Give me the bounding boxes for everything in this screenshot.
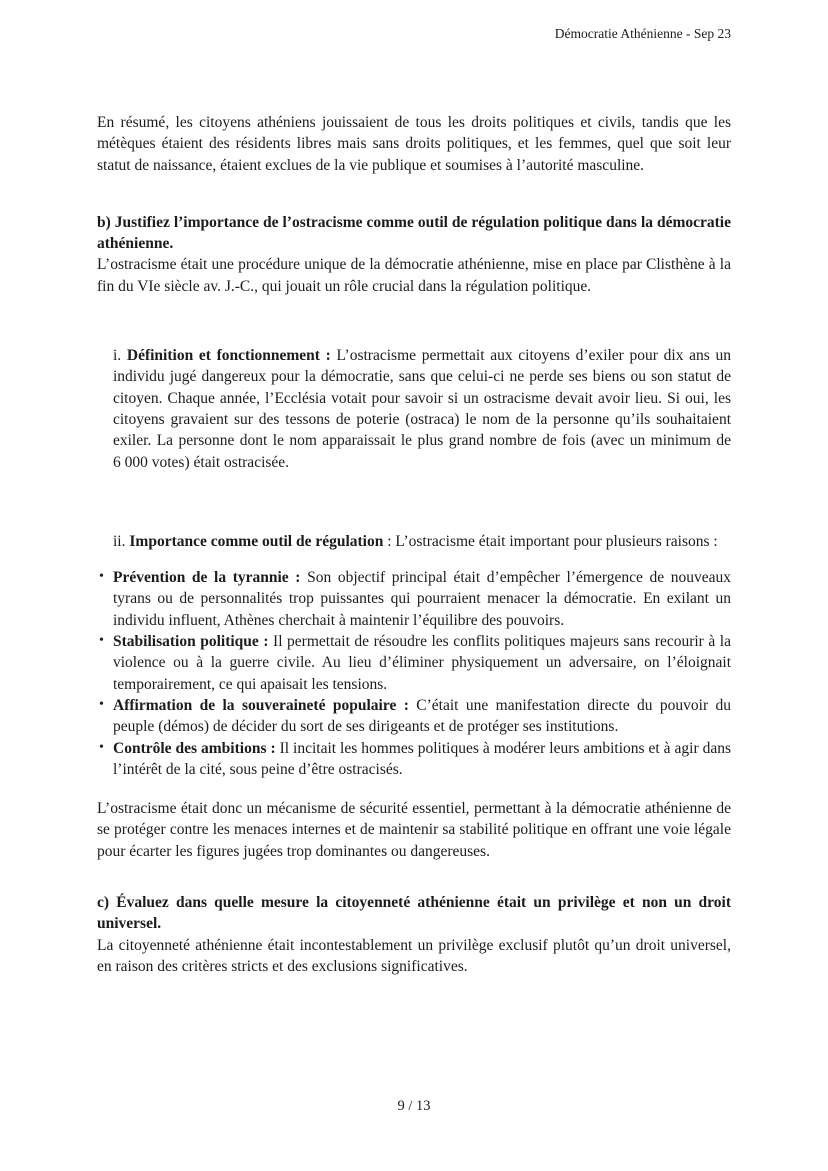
content-column — [97, 112, 731, 977]
item-i-text: L’ostracisme permettait aux citoyens d’exiler pour dix ans un individu jugé dangereux pour la démocratie, sans que celui-ci ne perde ses biens ou son statut de citoyen. Chaque année, l’Ecclésia votait pour savoir si un ostracisme devait avoir lieu. Si oui, les citoyens gravaient sur des tessons de poterie (ostraca) le nom de la personne qu’ils souhaitaient exiler. La personne dont le nom apparaissait le plus grand nombre de fois (avec un minimum de 6 000 votes) était ostracisée. — [113, 347, 732, 471]
page-number: 9 / 13 — [397, 1098, 431, 1114]
bullet-icon: • — [99, 739, 104, 755]
bullet-icon: • — [99, 633, 104, 649]
list-item — [97, 738, 731, 781]
section-b-intro: L’ostracisme était une procédure unique de la démocratie athénienne, mise en place par Clisthène à la fin du VIe siècle av. J.-C., qui jouait un rôle crucial dans la régulation politique. — [97, 256, 731, 295]
bullet-label: Affirmation de la souveraineté populaire : — [113, 696, 417, 714]
section-c-intro: La citoyenneté athénienne était incontestablement un privilège exclusif plutôt qu’un droit universel, en raison des critères stricts et des exclusions significatives. — [97, 936, 731, 975]
section-b-conclusion: L’ostracisme était donc un mécanisme de sécurité essentiel, permettant à la démocratie athénienne de se protéger contre les menaces internes et de maintenir sa stabilité politique en offrant une voie légale pour écarter les figures jugées trop dominantes ou dangereuses. — [97, 800, 731, 860]
bullet-list — [97, 567, 731, 780]
bullet-text: Son objectif principal était d’empêcher l’émergence de nouveaux tyrans ou de personnalités trop puissantes qui pourraient menacer la démocratie. En exilant un individu influent, Athènes cherchait à maintenir l’équilibre des pouvoirs. — [113, 569, 731, 629]
header-title: Démocratie Athénienne - Sep 23 — [554, 26, 731, 41]
bullet-icon: • — [99, 696, 104, 712]
page-header — [97, 26, 731, 42]
list-item — [97, 567, 731, 631]
section-c-heading: c) Évaluez dans quelle mesure la citoyenneté athénienne était un privilège et non un droit universel. — [97, 894, 731, 933]
item-i-marker: i. — [113, 347, 127, 365]
intro-paragraph: En résumé, les citoyens athéniens jouissaient de tous les droits politiques et civils, tandis que les métèques étaient des résidents libres mais sans droits politiques, et les femmes, quel que soit leur statut de naissance, étaient exclues de la vie publique et soumises à l’autorité masculine. — [97, 114, 731, 174]
item-i-label: Définition et fonctionnement : — [126, 347, 337, 365]
bullet-label: Prévention de la tyrannie : — [113, 569, 308, 587]
bullet-text: Il incitait les hommes politiques à modérer leurs ambitions et à agir dans l’intérêt de la cité, sous peine d’être ostracisés. — [113, 739, 732, 778]
numbered-item-ii — [97, 531, 731, 552]
list-item — [97, 631, 731, 695]
bullet-text: Il permettait de résoudre les conflits politiques majeurs sans recourir à la violence ou à la guerre civile. Au lieu d’éliminer physiquement un adversaire, on l’éloignait temporairement, ce qui apaisait les tensions. — [113, 633, 731, 693]
bullet-label: Stabilisation politique : — [113, 633, 274, 651]
numbered-item-i — [97, 345, 731, 473]
page-footer — [0, 1096, 828, 1117]
section-b-heading: b) Justifiez l’importance de l’ostracisme comme outil de régulation politique dans la démocratie athénienne. — [97, 213, 731, 253]
list-item — [97, 695, 731, 738]
item-ii-text: : L’ostracisme était important pour plusieurs raisons : — [383, 532, 718, 550]
item-ii-marker: ii. — [113, 532, 130, 550]
item-ii-label: Importance comme outil de régulation — [129, 532, 384, 550]
bullet-text: C’était une manifestation directe du pouvoir du peuple (démos) de décider du sort de ses dirigeants et de protéger ses institutions. — [113, 696, 731, 736]
bullet-label: Contrôle des ambitions : — [113, 739, 280, 757]
bullet-icon: • — [99, 569, 104, 585]
